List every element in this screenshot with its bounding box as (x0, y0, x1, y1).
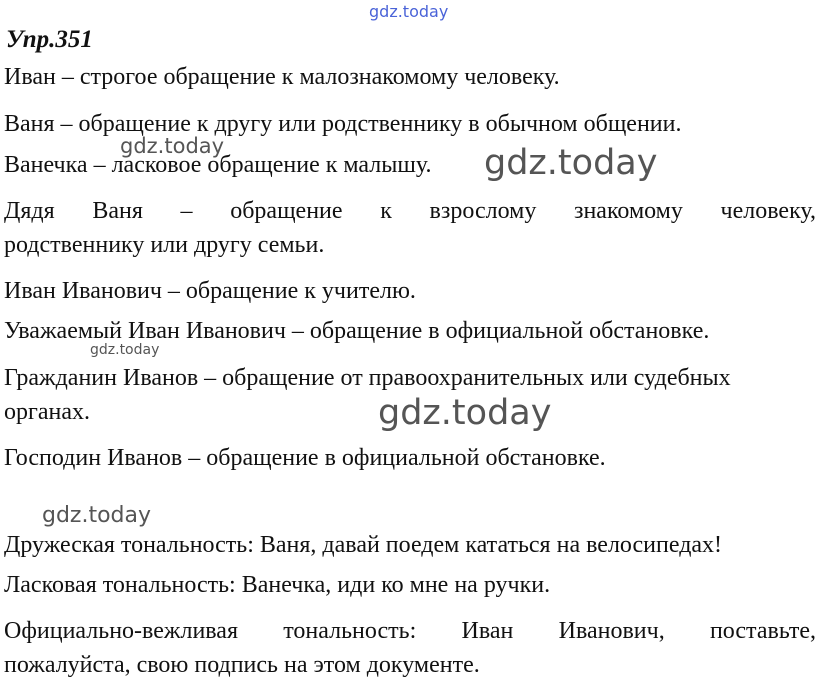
text-line: Дружеская тональность: Ваня, давай поедем кататься на велосипедах! (4, 532, 723, 558)
exercise-title: Упр.351 (6, 26, 93, 53)
text-line: Господин Иванов – обращение в официальной обстановке. (4, 445, 606, 471)
text-line: Дядя Ваня – обращение к взрослому знакомому человеку, (4, 198, 816, 224)
watermark-overlay: gdz.today (90, 342, 160, 358)
text-line: Ванечка – ласковое обращение к малышу. (4, 152, 432, 178)
text-line: Иван Иванович – обращение к учителю. (4, 278, 416, 304)
text-line: Ваня – обращение к другу или родственнику в обычном общении. (4, 111, 682, 137)
text-line: Гражданин Иванов – обращение от правоохранительных или судебных (4, 365, 731, 391)
text-line: органах. (4, 399, 90, 425)
text-line: Официально-вежливая тональность: Иван Иванович, поставьте, (4, 618, 816, 644)
watermark-overlay: gdz.today (484, 143, 658, 183)
text-line: Уважаемый Иван Иванович – обращение в официальной обстановке. (4, 318, 710, 344)
text-line: Иван – строгое обращение к малознакомому человеку. (4, 64, 560, 90)
watermark-overlay: gdz.today (42, 503, 152, 528)
watermark-overlay: gdz.today (120, 134, 225, 158)
text-line: Ласковая тональность: Ванечка, иди ко мне на ручки. (4, 572, 551, 598)
text-line: родственнику или другу семьи. (4, 232, 325, 258)
watermark-overlay: gdz.today (378, 393, 552, 433)
watermark-top: gdz.today (369, 2, 449, 21)
text-line: пожалуйста, свою подпись на этом документе. (4, 652, 480, 678)
